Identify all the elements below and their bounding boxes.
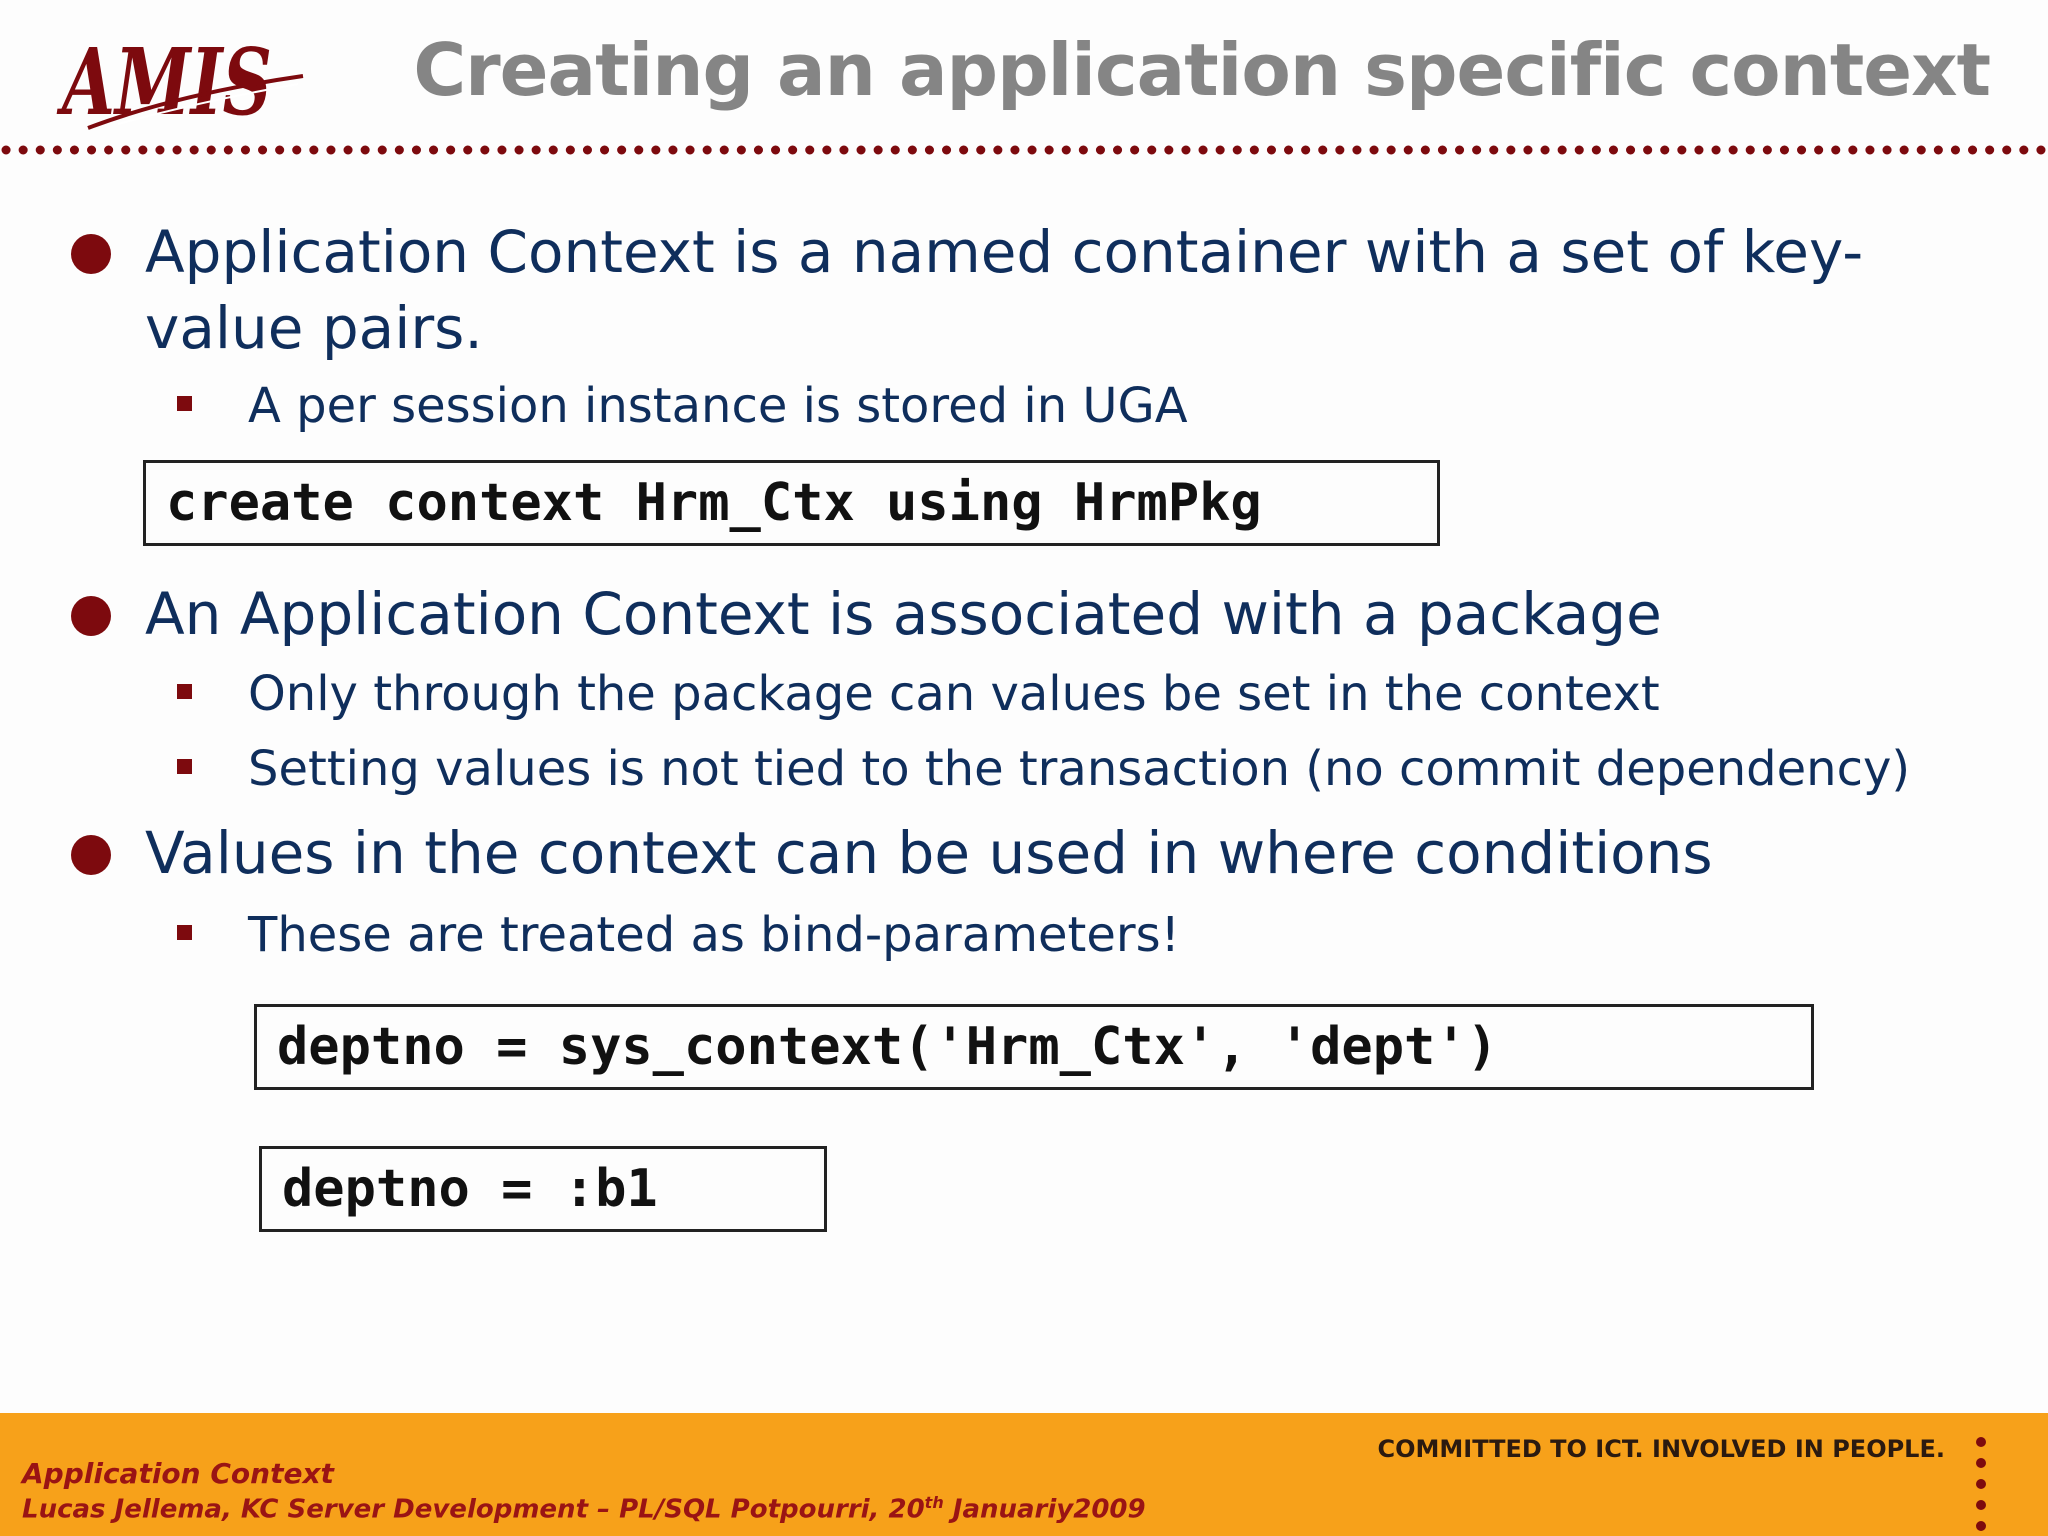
bullet-square-icon (177, 396, 192, 411)
bullet-item (145, 815, 2005, 891)
footer-topic: Application Context (22, 1457, 334, 1490)
bullet-item (145, 576, 2005, 652)
svg-text:AMIS: AMIS (56, 28, 272, 136)
code-box-sys-context: deptno = sys_context('Hrm_Ctx', 'dept') (254, 1004, 1814, 1090)
bullet-dot-icon (71, 835, 111, 875)
dotted-divider (0, 143, 2048, 157)
code-box-create-context: create context Hrm_Ctx using HrmPkg (143, 460, 1440, 546)
sub-bullet-text: Setting values is not tied to the transaction (no commit dependency) (248, 741, 1911, 797)
sub-bullet-item (248, 376, 1188, 436)
bullet-dot-icon (71, 596, 111, 636)
bullet-square-icon (177, 684, 192, 699)
footer-dots-icon (1974, 1435, 1988, 1535)
footer-author-event: Lucas Jellema, KC Server Development – PL/SQL Potpourri, 20th Januariy2009 (22, 1493, 1146, 1525)
sub-bullet-item (248, 739, 1910, 799)
sub-bullet-item (248, 905, 1180, 965)
sub-bullet-text: These are treated as bind-parameters! (248, 907, 1180, 963)
footer-bar (0, 1413, 2048, 1536)
page-title: Creating an application specific context (413, 28, 1990, 112)
code-box-bind-param: deptno = :b1 (259, 1146, 827, 1232)
bullet-text: Application Context is a named container with a set of key-value pairs. (145, 218, 1864, 362)
bullet-square-icon (177, 925, 192, 940)
sub-bullet-item (248, 664, 1660, 724)
sub-bullet-text: Only through the package can values be set in the context (248, 666, 1660, 722)
footer-tagline: COMMITTED TO ICT. INVOLVED IN PEOPLE. (1377, 1435, 1945, 1463)
bullet-text: Values in the context can be used in where conditions (145, 819, 1713, 887)
amis-logo (58, 24, 308, 134)
bullet-text: An Application Context is associated with a package (145, 580, 1662, 648)
sub-bullet-text: A per session instance is stored in UGA (248, 378, 1188, 434)
bullet-item (145, 214, 2005, 366)
bullet-dot-icon (71, 234, 111, 274)
bullet-square-icon (177, 759, 192, 774)
